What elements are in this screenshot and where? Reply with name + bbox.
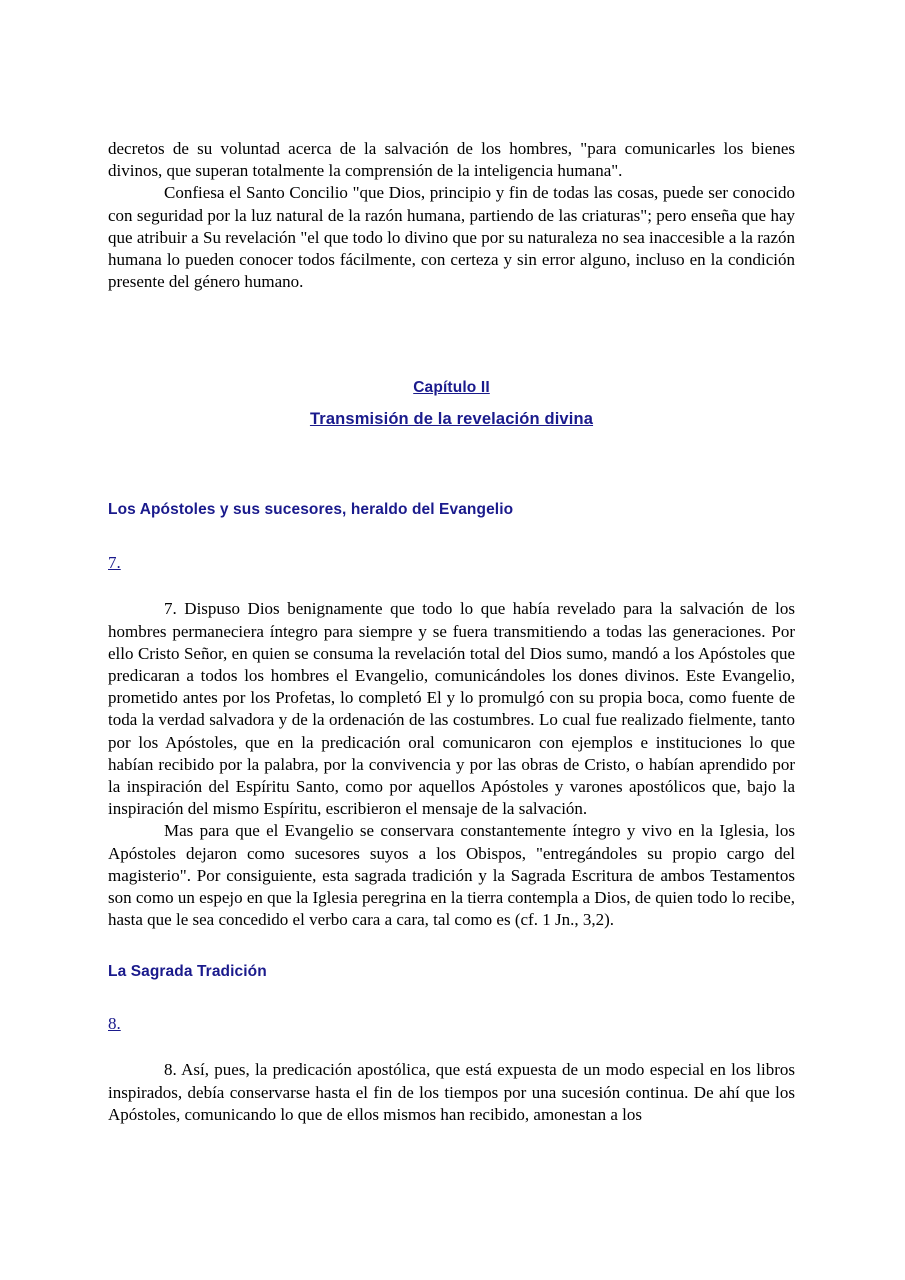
chapter-title[interactable]: Transmisión de la revelación divina bbox=[309, 410, 594, 429]
spacer-after-section-2 bbox=[108, 982, 795, 1014]
spacer-after-chapter bbox=[108, 430, 795, 500]
spacer-after-section-1 bbox=[108, 520, 795, 553]
document-content bbox=[108, 138, 795, 1126]
spacer-after-number-7 bbox=[108, 573, 795, 598]
spacer-before-chapter bbox=[108, 293, 795, 377]
spacer-after-number-8 bbox=[108, 1034, 795, 1059]
section-heading-apostoles: Los Apóstoles y sus sucesores, heraldo del Evangelio bbox=[108, 501, 514, 519]
section-number-link-8[interactable]: 8. bbox=[108, 1014, 121, 1034]
paragraph-continued: decretos de su voluntad acerca de la salvación de los hombres, "para comunicarles los bienes divinos, que superan totalmente la comprensión de la inteligencia humana". bbox=[108, 139, 795, 181]
chapter-number-label[interactable]: Capítulo II bbox=[413, 379, 490, 397]
section-paragraph-7-2: Mas para que el Evangelio se conservara constantemente íntegro y vivo en la Iglesia, los Apóstoles dejaron como sucesores suyos a los Obispos, "entregándoles su propio cargo del magisterio". Por consiguiente, esta sagrada tradición y la Sagrada Escritura de ambos Testamentos son como un espejo en que la Iglesia peregrina en la tierra contempla a Dios, de quien todo lo recibe, hasta que le sea concedido el verbo cara a cara, tal como es (cf. 1 Jn., 3,2). bbox=[108, 821, 795, 930]
section-paragraph-8-1: 8. Así, pues, la predicación apostólica, que está expuesta de un modo especial en los libros inspirados, debía conservarse hasta el fin de los tiempos por una sucesión continua. De ahí que los Apóstoles, comunicando lo que de ellos mismos han recibido, amonestan a los bbox=[108, 1060, 795, 1124]
section-heading-tradicion: La Sagrada Tradición bbox=[108, 963, 267, 981]
section-paragraph-7-1: 7. Dispuso Dios benignamente que todo lo que había revelado para la salvación de los hombres permaneciera íntegro para siempre y se fuera transmitiendo a todas las generaciones. Por ello Cristo Señor, en quien se consuma la revelación total del Dios sumo, mandó a los Apóstoles que predicaran a todos los hombres el Evangelio, comunicándoles los dones divinos. Este Evangelio, prometido antes por los Profetas, lo completó El y lo promulgó con su propia boca, como fuente de toda la verdad salvadora y de la ordenación de las costumbres. Lo cual fue realizado fielmente, tanto por los Apóstoles, que en la predicación oral comunicaron con ejemplos e instituciones lo que habían recibido por la palabra, por la convivencia y por las obras de Cristo, o habían aprendido por la inspiración del Espíritu Santo, como por aquellos Apóstoles y varones apostólicos que, bajo la inspiración del mismo Espíritu, escribieron el mensaje de la salvación. bbox=[108, 599, 795, 819]
paragraph-confiesa: Confiesa el Santo Concilio "que Dios, principio y fin de todas las cosas, puede ser conocido con seguridad por la luz natural de la razón humana, partiendo de las criaturas"; pero enseña que hay que atribuir a Su revelación "el que todo lo divino que por su naturaleza no sea inaccesible a la razón humana lo pueden conocer todos fácilmente, con certeza y sin error alguno, incluso en la condición presente del género humano. bbox=[108, 183, 795, 292]
spacer-after-paragraph-7 bbox=[108, 931, 795, 962]
chapter-heading bbox=[108, 377, 795, 399]
section-number-link-7[interactable]: 7. bbox=[108, 553, 121, 573]
chapter-title-wrapper bbox=[108, 408, 795, 430]
spacer-chapter-gap bbox=[108, 399, 795, 408]
